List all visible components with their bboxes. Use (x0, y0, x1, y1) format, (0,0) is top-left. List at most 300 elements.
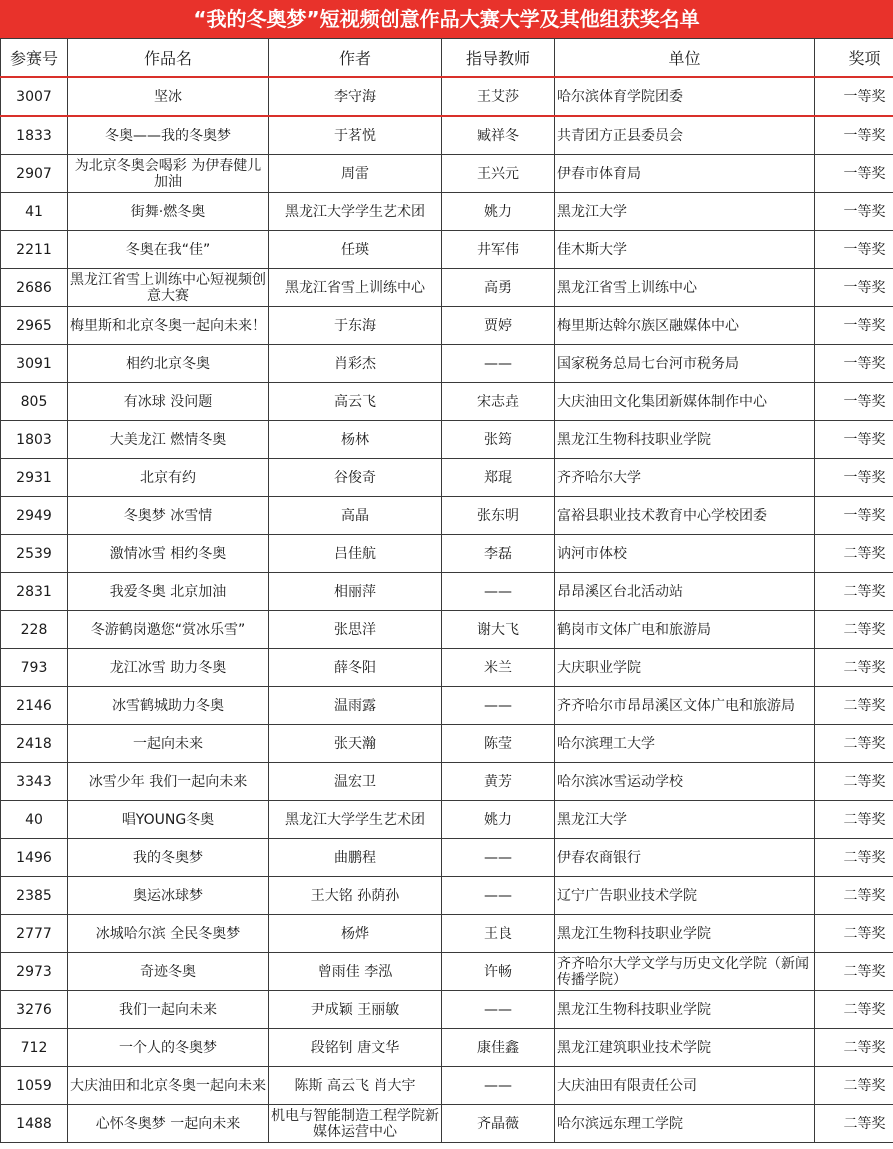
cell-organization: 梅里斯达斡尔族区融媒体中心 (557, 317, 739, 334)
table-cell (442, 231, 555, 269)
cell-instructor: 王艾莎 (477, 88, 519, 105)
table-cell (68, 421, 269, 459)
table-cell (269, 839, 442, 877)
cell-organization: 伊春市体育局 (557, 165, 641, 182)
table-cell (442, 535, 555, 573)
table-cell (1, 345, 68, 383)
cell-organization: 共青团方正县委员会 (557, 127, 683, 144)
cell-entry-number: 2777 (16, 925, 52, 942)
table-cell (442, 1029, 555, 1067)
table-cell (1, 497, 68, 535)
table-row (1, 611, 893, 649)
cell-entry-number: 2973 (16, 963, 52, 980)
table-row (1, 459, 893, 497)
table-cell (815, 687, 893, 725)
cell-award: 二等奖 (843, 1001, 886, 1018)
cell-organization: 齐齐哈尔大学 (557, 469, 641, 486)
cell-author: 李守海 (334, 88, 376, 105)
table-cell (68, 687, 269, 725)
table-cell (555, 345, 815, 383)
cell-author: 张思洋 (334, 621, 376, 638)
table-cell (1, 649, 68, 687)
table-cell (442, 155, 555, 193)
table-cell (555, 687, 815, 725)
cell-instructor: 臧祥冬 (477, 127, 519, 144)
table-cell (68, 877, 269, 915)
table-row (1, 953, 893, 991)
header-entry-number: 参赛号 (1, 39, 68, 78)
cell-work-title: 大美龙江 燃情冬奥 (109, 431, 227, 448)
cell-award: 二等奖 (843, 621, 886, 638)
table-cell (68, 649, 269, 687)
cell-instructor: —— (484, 1077, 512, 1094)
table-cell (555, 421, 815, 459)
cell-organization: 哈尔滨体育学院团委 (557, 88, 683, 105)
cell-instructor: 张筠 (484, 431, 512, 448)
cell-award: 一等奖 (843, 317, 886, 334)
cell-organization: 大庆职业学院 (557, 659, 641, 676)
cell-author: 于茗悦 (334, 127, 376, 144)
table-cell (442, 1067, 555, 1105)
table-cell (269, 953, 442, 991)
table-cell (815, 383, 893, 421)
table-cell (815, 345, 893, 383)
cell-award: 一等奖 (843, 355, 886, 372)
cell-award: 二等奖 (843, 735, 886, 752)
table-cell (555, 611, 815, 649)
cell-work-title: 大庆油田和北京冬奥一起向未来 (70, 1077, 266, 1094)
cell-instructor: 陈莹 (484, 735, 512, 752)
table-cell (1, 725, 68, 763)
cell-organization: 大庆油田有限责任公司 (557, 1077, 697, 1094)
cell-author: 曾雨佳 李泓 (317, 963, 393, 980)
cell-work-title: 奇迹冬奥 (140, 963, 196, 980)
table-cell (815, 269, 893, 307)
cell-award: 二等奖 (843, 545, 886, 562)
cell-organization: 黑龙江生物科技职业学院 (557, 431, 711, 448)
table-cell (68, 193, 269, 231)
cell-work-title: 心怀冬奥梦 一起向未来 (95, 1115, 241, 1132)
cell-organization: 大庆油田文化集团新媒体制作中心 (557, 393, 767, 410)
table-cell (442, 839, 555, 877)
cell-organization: 黑龙江生物科技职业学院 (557, 925, 711, 942)
table-cell (815, 421, 893, 459)
cell-instructor: 齐晶薇 (477, 1115, 519, 1132)
cell-organization: 鹤岗市文体广电和旅游局 (557, 621, 711, 638)
cell-author: 周雷 (341, 165, 369, 182)
table-cell (442, 573, 555, 611)
cell-work-title: 激情冰雪 相约冬奥 (109, 545, 227, 562)
cell-author: 温雨露 (334, 697, 376, 714)
cell-entry-number: 2831 (16, 583, 52, 600)
table-cell (1, 459, 68, 497)
table-row (1, 649, 893, 687)
table-cell (1, 687, 68, 725)
table-cell (269, 535, 442, 573)
table-cell (442, 611, 555, 649)
cell-work-title: 唱YOUNG冬奥 (121, 811, 215, 828)
awards-table (0, 38, 893, 1143)
table-cell (68, 497, 269, 535)
cell-work-title: 冰城哈尔滨 全民冬奥梦 (95, 925, 241, 942)
cell-entry-number: 2418 (16, 735, 52, 752)
cell-work-title: 冬奥在我“佳” (125, 241, 211, 258)
table-cell (442, 649, 555, 687)
cell-work-title: 冬游鹤岗邀您“赏冰乐雪” (90, 621, 246, 638)
table-cell (269, 763, 442, 801)
table-cell (269, 725, 442, 763)
table-cell (269, 877, 442, 915)
table-cell (269, 155, 442, 193)
cell-author: 高云飞 (334, 393, 376, 410)
cell-entry-number: 805 (20, 393, 48, 410)
table-row (1, 535, 893, 573)
table-cell (68, 725, 269, 763)
table-cell (68, 611, 269, 649)
page-title: “我的冬奥梦”短视频创意作品大赛大学及其他组获奖名单 (0, 0, 893, 38)
cell-entry-number: 2385 (16, 887, 52, 904)
table-cell (68, 269, 269, 307)
table-cell (68, 155, 269, 193)
cell-work-title: 冰雪少年 我们一起向未来 (88, 773, 248, 790)
cell-organization: 黑龙江省雪上训练中心 (557, 279, 697, 296)
cell-entry-number: 1496 (16, 849, 52, 866)
table-cell (269, 345, 442, 383)
cell-award: 一等奖 (843, 203, 886, 220)
table-cell (1, 877, 68, 915)
table-cell (555, 269, 815, 307)
table-cell (442, 383, 555, 421)
table-cell (815, 307, 893, 345)
table-cell (1, 801, 68, 839)
cell-entry-number: 2211 (16, 241, 52, 258)
table-cell (815, 915, 893, 953)
table-cell (1, 991, 68, 1029)
table-cell (442, 421, 555, 459)
cell-author: 吕佳航 (334, 545, 376, 562)
cell-work-title: 坚冰 (154, 88, 182, 105)
table-cell (1, 535, 68, 573)
table-cell (815, 497, 893, 535)
table-cell (68, 535, 269, 573)
table-cell (1, 77, 68, 116)
cell-award: 一等奖 (843, 431, 886, 448)
header-work-title: 作品名 (68, 39, 269, 78)
table-cell (1, 953, 68, 991)
table-cell (555, 763, 815, 801)
cell-author: 王大铭 孙荫孙 (310, 887, 400, 904)
table-cell (555, 459, 815, 497)
cell-work-title: 相约北京冬奥 (126, 355, 210, 372)
cell-award: 二等奖 (843, 849, 886, 866)
table-row (1, 345, 893, 383)
table-cell (68, 1067, 269, 1105)
cell-organization: 昂昂溪区台北活动站 (557, 583, 683, 600)
table-cell (442, 459, 555, 497)
table-cell (269, 421, 442, 459)
cell-entry-number: 2686 (16, 279, 52, 296)
cell-instructor: 张东明 (477, 507, 519, 524)
cell-entry-number: 3276 (16, 1001, 52, 1018)
table-cell (815, 611, 893, 649)
cell-instructor: 李磊 (484, 545, 512, 562)
cell-organization: 黑龙江大学 (557, 203, 627, 220)
cell-organization: 黑龙江大学 (557, 811, 627, 828)
table-cell (555, 801, 815, 839)
cell-entry-number: 2539 (16, 545, 52, 562)
cell-instructor: —— (484, 849, 512, 866)
table-row (1, 116, 893, 155)
cell-work-title: 我爱冬奥 北京加油 (109, 583, 227, 600)
cell-award: 一等奖 (843, 127, 886, 144)
cell-work-title: 黑龙江省雪上训练中心短视频创意大赛 (70, 271, 266, 304)
table-cell (68, 801, 269, 839)
table-cell (815, 193, 893, 231)
table-cell (269, 649, 442, 687)
table-cell (555, 877, 815, 915)
table-cell (269, 269, 442, 307)
cell-award: 二等奖 (843, 1077, 886, 1094)
table-cell (442, 915, 555, 953)
table-cell (1, 763, 68, 801)
cell-instructor: —— (484, 1001, 512, 1018)
table-cell (68, 573, 269, 611)
cell-author: 机电与智能制造工程学院新媒体运营中心 (271, 1107, 439, 1140)
table-cell (1, 573, 68, 611)
cell-instructor: 黄芳 (484, 773, 512, 790)
cell-entry-number: 2907 (16, 165, 52, 182)
table-cell (1, 1105, 68, 1143)
table-cell (815, 1067, 893, 1105)
table-row (1, 269, 893, 307)
cell-instructor: —— (484, 355, 512, 372)
cell-instructor: 宋志垚 (477, 393, 519, 410)
cell-organization: 讷河市体校 (557, 545, 627, 562)
table-cell (555, 953, 815, 991)
table-cell (815, 839, 893, 877)
cell-author: 黑龙江大学学生艺术团 (285, 811, 425, 828)
cell-instructor: —— (484, 887, 512, 904)
table-row (1, 421, 893, 459)
table-cell (269, 231, 442, 269)
table-cell (555, 1105, 815, 1143)
table-cell (815, 459, 893, 497)
table-cell (269, 801, 442, 839)
table-cell (269, 1105, 442, 1143)
cell-organization: 黑龙江生物科技职业学院 (557, 1001, 711, 1018)
table-cell (269, 116, 442, 155)
cell-work-title: 奥运冰球梦 (133, 887, 203, 904)
table-cell (555, 497, 815, 535)
table-row (1, 77, 893, 116)
table-cell (815, 763, 893, 801)
table-cell (68, 1029, 269, 1067)
cell-organization: 哈尔滨冰雪运动学校 (557, 773, 683, 790)
table-cell (1, 1067, 68, 1105)
cell-author: 段铭钊 唐文华 (310, 1039, 400, 1056)
cell-author: 曲鹏程 (334, 849, 376, 866)
cell-award: 二等奖 (843, 583, 886, 600)
table-cell (555, 915, 815, 953)
cell-work-title: 冰雪鹤城助力冬奥 (112, 697, 224, 714)
cell-award: 二等奖 (843, 697, 886, 714)
table-header-row (1, 39, 893, 78)
cell-entry-number: 3007 (16, 88, 52, 105)
table-cell (1, 1029, 68, 1067)
table-row (1, 573, 893, 611)
cell-work-title: 我们一起向未来 (119, 1001, 217, 1018)
cell-work-title: 龙江冰雪 助力冬奥 (109, 659, 227, 676)
table-row (1, 763, 893, 801)
table-cell (68, 345, 269, 383)
table-cell (815, 1029, 893, 1067)
cell-award: 一等奖 (843, 507, 886, 524)
table-cell (555, 1067, 815, 1105)
cell-entry-number: 793 (20, 659, 48, 676)
cell-organization: 齐齐哈尔市昂昂溪区文体广电和旅游局 (557, 697, 795, 714)
cell-instructor: 许畅 (484, 963, 512, 980)
table-row (1, 687, 893, 725)
table-cell (68, 763, 269, 801)
cell-award: 二等奖 (843, 811, 886, 828)
table-cell (815, 725, 893, 763)
table-row (1, 877, 893, 915)
table-cell (269, 497, 442, 535)
table-cell (68, 307, 269, 345)
cell-work-title: 北京有约 (140, 469, 196, 486)
cell-instructor: 谢大飞 (477, 621, 519, 638)
table-cell (442, 193, 555, 231)
cell-work-title: 为北京冬奥会喝彩 为伊春健儿加油 (74, 157, 262, 190)
table-cell (555, 383, 815, 421)
table-cell (269, 77, 442, 116)
cell-entry-number: 1833 (16, 127, 52, 144)
cell-organization: 黑龙江建筑职业技术学院 (557, 1039, 711, 1056)
cell-organization: 国家税务总局七台河市税务局 (557, 355, 739, 372)
table-cell (1, 116, 68, 155)
cell-author: 高晶 (341, 507, 369, 524)
cell-author: 任瑛 (341, 241, 369, 258)
table-row (1, 991, 893, 1029)
table-cell (555, 535, 815, 573)
table-cell (815, 535, 893, 573)
table-cell (269, 1029, 442, 1067)
table-cell (442, 269, 555, 307)
table-cell (68, 839, 269, 877)
cell-award: 一等奖 (843, 88, 886, 105)
cell-instructor: 高勇 (484, 279, 512, 296)
table-cell (68, 991, 269, 1029)
header-instructor: 指导教师 (442, 39, 555, 78)
cell-work-title: 街舞·燃冬奥 (130, 203, 206, 220)
table-cell (442, 991, 555, 1029)
cell-award: 二等奖 (843, 659, 886, 676)
cell-award: 二等奖 (843, 773, 886, 790)
table-cell (815, 573, 893, 611)
table-cell (269, 573, 442, 611)
table-cell (442, 1105, 555, 1143)
table-row (1, 497, 893, 535)
cell-instructor: —— (484, 583, 512, 600)
cell-entry-number: 1059 (16, 1077, 52, 1094)
table-cell (68, 1105, 269, 1143)
cell-instructor: 王兴元 (477, 165, 519, 182)
cell-work-title: 一起向未来 (133, 735, 203, 752)
cell-organization: 哈尔滨理工大学 (557, 735, 655, 752)
table-cell (269, 307, 442, 345)
cell-instructor: 姚力 (484, 203, 512, 220)
cell-author: 黑龙江省雪上训练中心 (285, 279, 425, 296)
table-cell (442, 687, 555, 725)
cell-entry-number: 3091 (16, 355, 52, 372)
cell-instructor: 井军伟 (477, 241, 519, 258)
table-body (1, 77, 893, 1143)
cell-organization: 齐齐哈尔大学文学与历史文化学院（新闻传播学院） (557, 955, 809, 988)
table-row (1, 155, 893, 193)
table-cell (442, 116, 555, 155)
table-cell (555, 991, 815, 1029)
table-cell (68, 953, 269, 991)
table-cell (1, 155, 68, 193)
cell-instructor: 王良 (484, 925, 512, 942)
table-cell (555, 649, 815, 687)
cell-entry-number: 1803 (16, 431, 52, 448)
cell-author: 薛冬阳 (334, 659, 376, 676)
table-cell (442, 345, 555, 383)
cell-organization: 哈尔滨远东理工学院 (557, 1115, 683, 1132)
table-cell (555, 839, 815, 877)
header-organization: 单位 (555, 39, 815, 78)
cell-award: 二等奖 (843, 1039, 886, 1056)
table-cell (815, 991, 893, 1029)
cell-author: 于东海 (334, 317, 376, 334)
table-cell (555, 193, 815, 231)
cell-instructor: —— (484, 697, 512, 714)
table-cell (815, 77, 893, 116)
table-cell (442, 307, 555, 345)
header-award: 奖项 (815, 39, 893, 78)
table-row (1, 231, 893, 269)
table-cell (442, 763, 555, 801)
header-author: 作者 (269, 39, 442, 78)
cell-award: 一等奖 (843, 241, 886, 258)
table-cell (1, 421, 68, 459)
table-row (1, 915, 893, 953)
table-cell (68, 116, 269, 155)
table-row (1, 307, 893, 345)
cell-author: 温宏卫 (334, 773, 376, 790)
table-cell (1, 193, 68, 231)
cell-instructor: 贾婷 (484, 317, 512, 334)
cell-work-title: 我的冬奥梦 (133, 849, 203, 866)
table-cell (815, 116, 893, 155)
table-cell (442, 77, 555, 116)
cell-award: 一等奖 (843, 393, 886, 410)
cell-award: 一等奖 (843, 469, 886, 486)
table-row (1, 1067, 893, 1105)
cell-entry-number: 41 (25, 203, 43, 220)
table-cell (68, 915, 269, 953)
table-cell (555, 573, 815, 611)
table-cell (269, 459, 442, 497)
cell-entry-number: 228 (20, 621, 48, 638)
table-cell (555, 1029, 815, 1067)
table-cell (442, 801, 555, 839)
table-cell (1, 269, 68, 307)
table-cell (1, 839, 68, 877)
table-cell (1, 611, 68, 649)
table-cell (269, 611, 442, 649)
